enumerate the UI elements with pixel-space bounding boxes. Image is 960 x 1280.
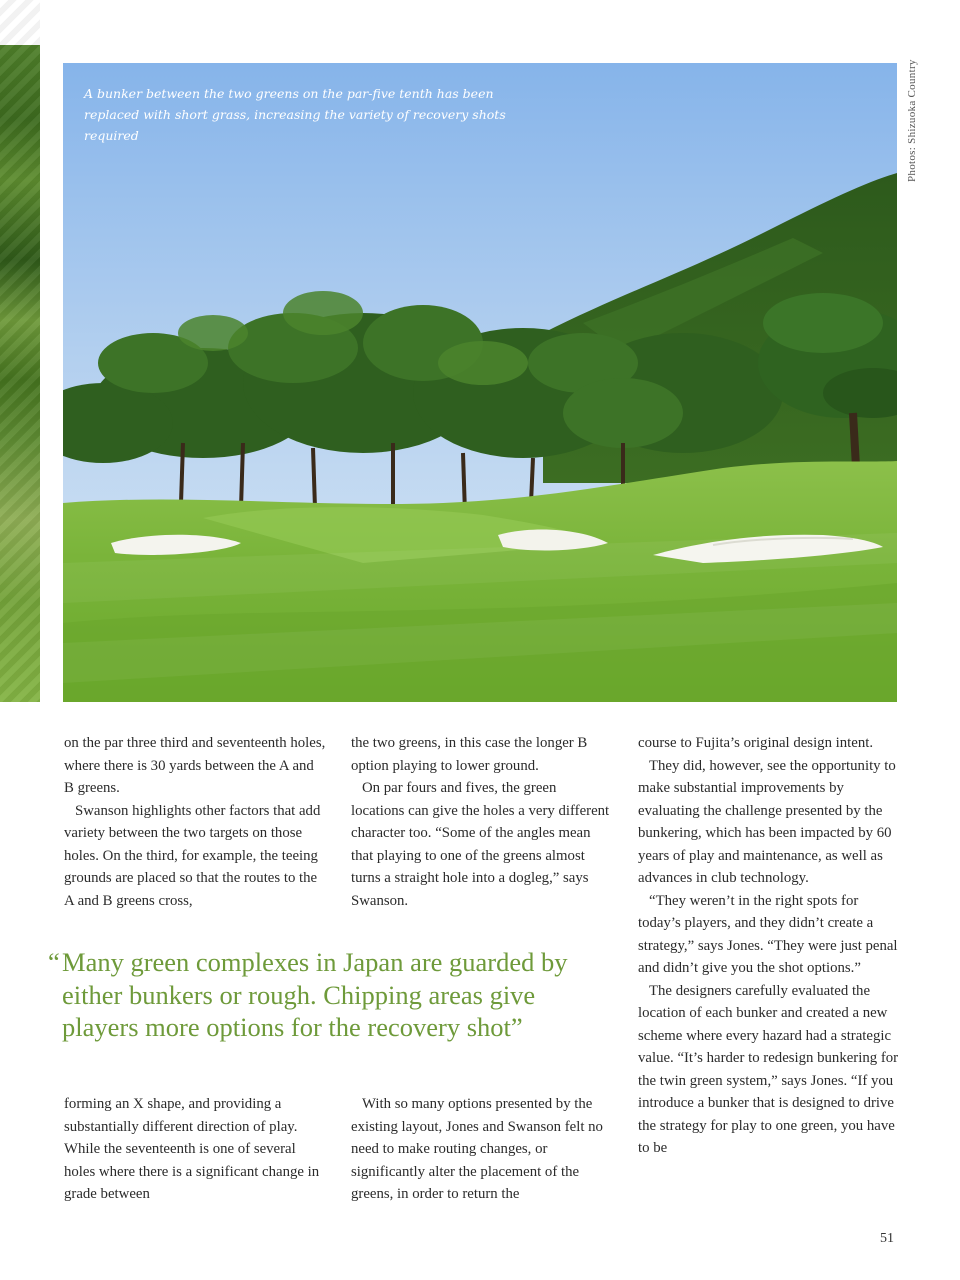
paragraph: With so many options presented by the existing layout, Jones and Swanson felt no need to make routing changes, or significantly alter the placement of the greens, in order to return the [351,1096,603,1202]
paragraph: course to Fujita’s original design intent. [638,735,874,751]
paragraph: on the par three third and seventeenth holes, where there is 30 yards between the A and B greens. [64,735,326,796]
paragraph: Swanson highlights other factors that add variety between the two targets on those holes. On the third, for example, the teeing grounds are placed so that the routes to the A and B greens cross, [64,802,321,909]
paragraph: The designers carefully evaluated the location of each bunker and created a new scheme where every hazard had a strategic value. “It’s harder to redesign bunkering for the twin green system,” says Jones. “If you introduce a bunker that is designed to drive the strategy for play to one green, you have to be [638,982,899,1156]
paragraph: the two greens, in this case the longer B option playing to lower ground. [351,735,588,774]
paragraph: forming an X shape, and providing a substantially different direction of play. While the seventeenth is one of several holes where there is a significant change in grade between [64,1096,320,1202]
previous-photo-edge [0,0,40,702]
column-2-top [351,732,613,912]
photo-caption: A bunker between the two greens on the par-five tenth has been replaced with short grass, increasing the variety of recovery shots required [84,86,506,143]
column-1-top [64,732,326,912]
column-2-bottom [351,1093,613,1206]
pull-quote [48,946,618,1044]
column-1-bottom [64,1093,326,1206]
column-3 [638,732,902,1160]
paragraph: On par fours and fives, the green locations can give the holes a very different character too. “Some of the angles mean that playing to one of the greens almost turns a straight hole into a dogleg,” says Swanson. [351,780,610,909]
pull-quote-open-mark: “ [48,947,60,977]
photo-credit: Photos: Shizuoka Country [906,59,918,182]
golf-course-photo [63,63,897,702]
paragraph: They did, however, see the opportunity to make substantial improvements by evaluating the challenge presented by the bunkering, which has been impacted by 60 years of play and maintenance, as well as advances in club technology. [638,757,896,886]
pull-quote-text: Many green complexes in Japan are guarded by either bunkers or rough. Chipping areas give players more options for the recovery shot” [62,947,568,1042]
page-number: 51 [880,1231,894,1246]
paragraph: “They weren’t in the right spots for today’s players, and they didn’t create a strategy,” says Jones. “They were just penal and didn’t give you the shot options.” [638,892,898,976]
